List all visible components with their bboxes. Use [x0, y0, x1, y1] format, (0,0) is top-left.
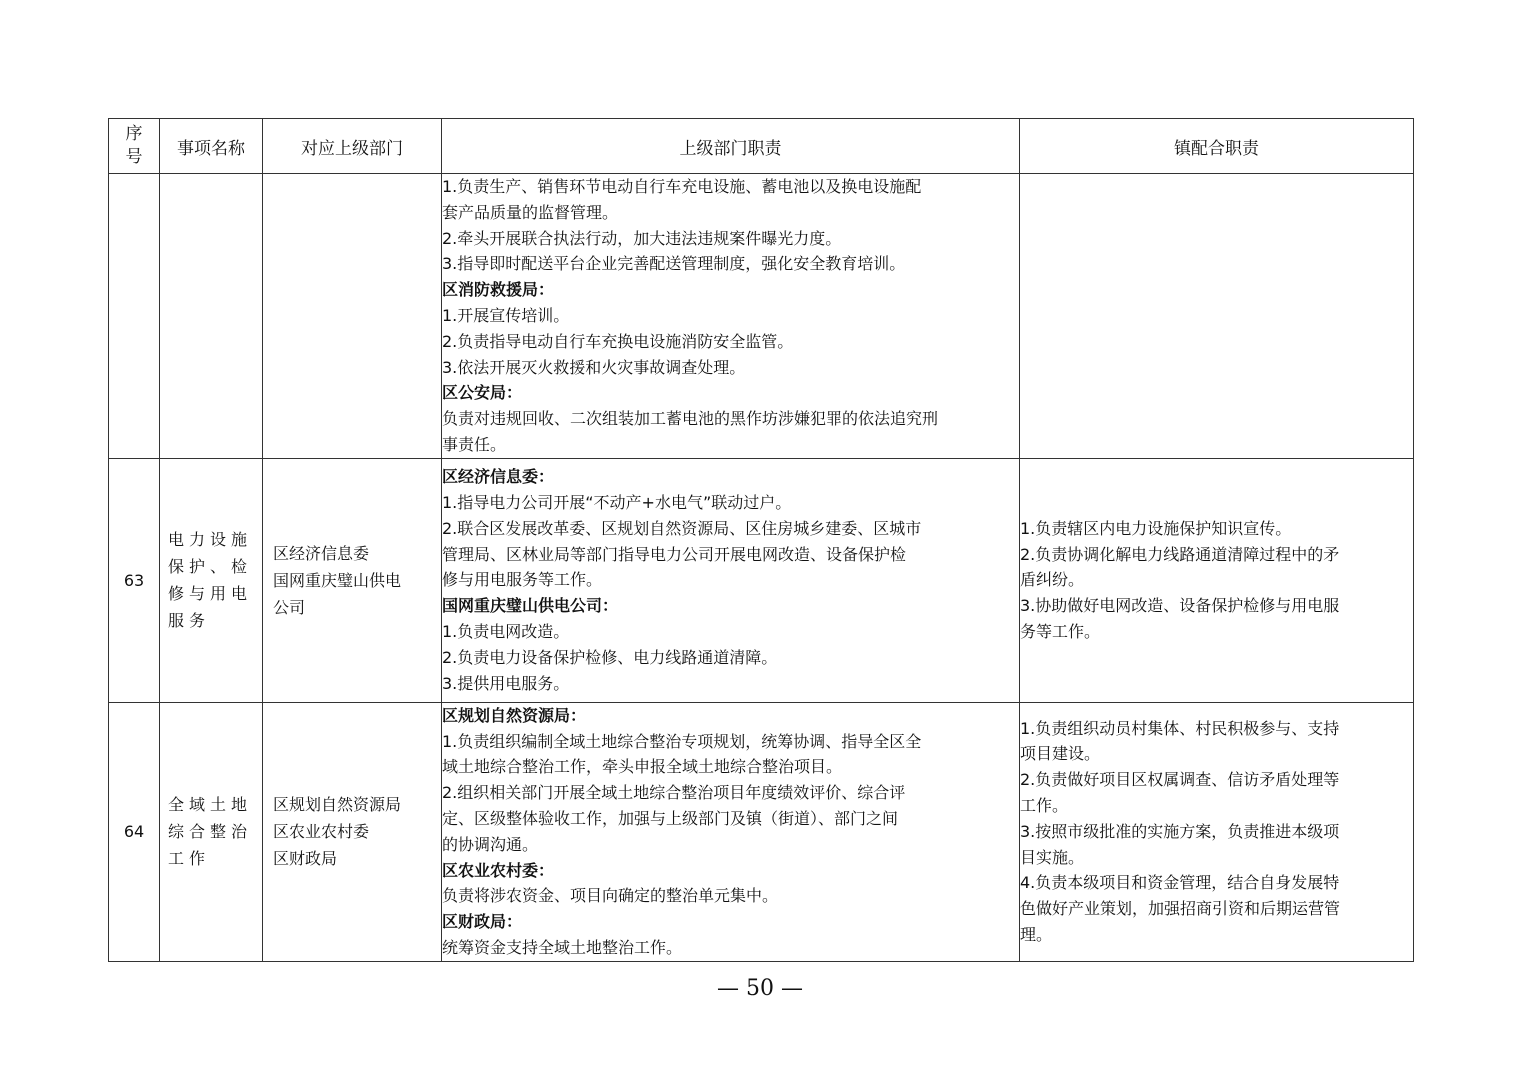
text-line: 2.负责做好项目区权属调查、信访矛盾处理等 — [1020, 770, 1340, 790]
text-line: 区消防救援局： — [442, 280, 555, 300]
town-duty — [1020, 174, 1414, 459]
text-line: 4.负责本级项目和资金管理，结合自身发展特 — [1020, 873, 1340, 893]
text-line: 盾纠纷。 — [1020, 570, 1085, 590]
header-seq: 序 号 — [109, 119, 160, 174]
cell-text — [1020, 716, 1413, 948]
text-line: 区经济信息委： — [442, 467, 555, 487]
text-line: 保护、检 — [168, 557, 253, 577]
text-line: 项目建设。 — [1020, 744, 1101, 764]
text-line: 2.负责协调化解电力线路通道清障过程中的矛 — [1020, 544, 1340, 564]
row-seq: 63 — [109, 458, 160, 702]
text-line: 区公安局： — [442, 383, 523, 403]
text-line: 区经济信息委 — [273, 543, 370, 563]
text-line: 管理局、区林业局等部门指导电力公司开展电网改造、设备保护检 — [442, 544, 907, 564]
dept-list — [263, 702, 442, 961]
header-town-duty: 镇配合职责 — [1020, 119, 1414, 174]
text-line: 区财政局： — [442, 912, 523, 932]
cell-text — [442, 174, 1019, 458]
text-line: 区财政局 — [273, 849, 338, 869]
text-line: 统筹资金支持全域土地整治工作。 — [442, 937, 683, 957]
text-line: 理。 — [1020, 925, 1053, 945]
cell-text — [263, 540, 441, 621]
item-name — [160, 458, 263, 702]
text-line: 定、区级整体验收工作，加强与上级部门及镇（街道）、部门之间 — [442, 808, 899, 828]
table-row — [109, 702, 1414, 961]
dept-duty — [442, 174, 1020, 459]
text-line: 1.开展宣传培训。 — [442, 305, 570, 325]
table-row — [109, 174, 1414, 459]
text-line: 3.按照市级批准的实施方案，负责推进本级项 — [1020, 821, 1340, 841]
item-name — [160, 174, 263, 459]
text-line: 3.依法开展灭火救援和火灾事故调查处理。 — [442, 357, 746, 377]
text-line: 工作。 — [1020, 796, 1069, 816]
text-line: 2.组织相关部门开展全域土地综合整治项目年度绩效评价、综合评 — [442, 783, 906, 803]
cell-text — [160, 526, 262, 634]
duty-table — [108, 118, 1414, 962]
page-number: — 50 — — [717, 976, 803, 1001]
text-line: 区农业农村委 — [273, 822, 370, 842]
text-line: 1.负责电网改造。 — [442, 621, 570, 641]
cell-text — [1020, 516, 1413, 645]
text-line: 3.提供用电服务。 — [442, 673, 570, 693]
text-line: 国网重庆璧山供电 — [273, 570, 402, 590]
header-dept: 对应上级部门 — [263, 119, 442, 174]
text-line: 1.负责生产、销售环节电动自行车充电设施、蓄电池以及换电设施配 — [442, 177, 922, 196]
dept-duty — [442, 458, 1020, 702]
text-line: 1.负责组织编制全域土地综合整治专项规划，统筹协调、指导全区全 — [442, 731, 922, 751]
row-seq — [109, 174, 160, 459]
text-line: 2.牵头开展联合执法行动，加大违法违规案件曝光力度。 — [442, 228, 842, 248]
text-line: 2.负责指导电动自行车充换电设施消防安全监管。 — [442, 331, 794, 351]
text-line: 修与用电服务等工作。 — [442, 570, 603, 590]
row-seq: 64 — [109, 702, 160, 961]
text-line: 2.负责电力设备保护检修、电力线路通道清障。 — [442, 647, 778, 667]
text-line: 综合整治 — [168, 822, 253, 842]
text-line: 区规划自然资源局： — [442, 705, 587, 725]
text-line: 目实施。 — [1020, 847, 1085, 867]
text-line: 1.指导电力公司开展“不动产+水电气”联动过户。 — [442, 492, 792, 512]
header-item-name: 事项名称 — [160, 119, 263, 174]
text-line: 2.联合区发展改革委、区规划自然资源局、区住房城乡建委、区城市 — [442, 518, 922, 538]
text-line: 套产品质量的监督管理。 — [442, 202, 619, 222]
text-line: 的协调沟通。 — [442, 834, 539, 854]
text-line: 电力设施 — [168, 530, 253, 550]
cell-text — [160, 791, 262, 872]
text-line: 修与用电 — [168, 584, 253, 604]
text-line: 全域土地 — [168, 795, 253, 815]
text-line: 事责任。 — [442, 434, 507, 454]
text-line: 域土地综合整治工作，牵头申报全域土地综合整治项目。 — [442, 757, 843, 777]
cell-text — [263, 791, 441, 872]
cell-text — [442, 464, 1019, 696]
header-row — [109, 119, 1414, 174]
text-line: 负责对违规回收、二次组装加工蓄电池的黑作坊涉嫌犯罪的依法追究刑 — [442, 409, 939, 429]
text-line: 3.协助做好电网改造、设备保护检修与用电服 — [1020, 596, 1340, 616]
dept-list — [263, 174, 442, 459]
table-row — [109, 458, 1414, 702]
dept-list — [263, 458, 442, 702]
item-name — [160, 702, 263, 961]
header-dept-duty: 上级部门职责 — [442, 119, 1020, 174]
text-line: 国网重庆璧山供电公司： — [442, 596, 619, 616]
text-line: 1.负责辖区内电力设施保护知识宣传。 — [1020, 518, 1292, 538]
town-duty — [1020, 458, 1414, 702]
text-line: 1.负责组织动员村集体、村民积极参与、支持 — [1020, 718, 1340, 738]
text-line: 3.指导即时配送平台企业完善配送管理制度，强化安全教育培训。 — [442, 254, 906, 274]
text-line: 工作 — [168, 849, 211, 869]
text-line: 区规划自然资源局 — [273, 795, 402, 815]
text-line: 务等工作。 — [1020, 621, 1101, 641]
town-duty — [1020, 702, 1414, 961]
text-line: 负责将涉农资金、项目向确定的整治单元集中。 — [442, 886, 779, 906]
text-line: 公司 — [273, 597, 306, 617]
text-line: 服务 — [168, 611, 211, 631]
text-line: 区农业农村委： — [442, 860, 555, 880]
text-line: 色做好产业策划，加强招商引资和后期运营管 — [1020, 899, 1341, 919]
dept-duty — [442, 702, 1020, 961]
cell-text — [442, 703, 1019, 961]
